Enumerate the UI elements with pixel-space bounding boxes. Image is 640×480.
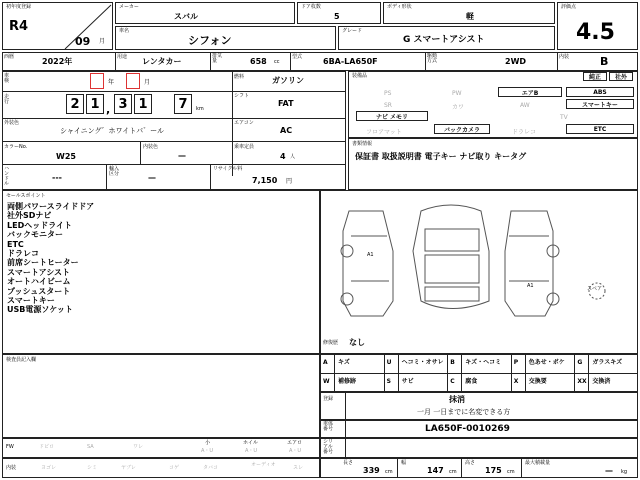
odo-digit: 1 — [86, 94, 104, 114]
spare-note: スペア — [587, 286, 603, 292]
fw-off-item: ワレ — [133, 444, 144, 450]
equipment-off-item: PW — [452, 90, 462, 97]
maker-cell — [115, 2, 295, 24]
aftermarket-tag: 社外 — [609, 72, 633, 81]
score-cell — [557, 2, 638, 50]
score-label: 評価点 — [561, 4, 577, 10]
odo-digit: 2 — [66, 94, 84, 114]
sales-point-item: LEDヘッドライト — [7, 220, 72, 230]
grade-label: グレード — [342, 28, 363, 34]
maker-label: メーカー — [119, 4, 139, 10]
load-value: — — [605, 466, 613, 475]
first-registration-cell — [2, 2, 113, 50]
equipment-airbag: エアB — [498, 87, 562, 97]
odo-digit: 3 — [114, 94, 132, 114]
odo-label: 走行 — [4, 94, 10, 105]
capacity-value: 4 — [280, 152, 286, 161]
equipment-smart-key: スマートキー — [566, 99, 634, 109]
repair-history-label: 修復歴 — [323, 340, 339, 346]
legend-code: X — [513, 378, 519, 385]
height-label: 高さ — [465, 460, 476, 466]
shift-value: FAT — [278, 99, 294, 108]
nenshiki-value: 2022年 — [42, 57, 73, 66]
registration-status: 抹消 — [449, 395, 465, 404]
handle-value: --- — [52, 173, 62, 182]
fw-sub: A・U — [289, 448, 302, 454]
shaken-year-unit: 年 — [108, 79, 115, 86]
equipment-navi: ナビ メモリ — [356, 111, 428, 121]
interior-item: ヨゴレ — [41, 465, 57, 471]
score-value: 4.5 — [576, 20, 615, 45]
import-label: 輸入区分 — [109, 166, 120, 177]
exterior-color-label: 外装色 — [4, 120, 20, 126]
grade-value: G スマートアシスト — [403, 35, 485, 45]
damage-note: A1 — [527, 283, 534, 289]
fuel-value: ガソリン — [272, 76, 304, 85]
odo-digit: 1 — [134, 94, 152, 114]
length-value: 339 — [363, 466, 380, 475]
fw-row — [2, 438, 320, 458]
body-value: 軽 — [466, 12, 474, 21]
equipment-off-item: フロアマット — [366, 129, 402, 136]
serial-block — [320, 438, 638, 458]
fuel-label: 燃料 — [234, 74, 245, 80]
sales-point-item: オートハイビーム — [7, 277, 71, 287]
car-name-label: 車名 — [119, 28, 130, 34]
chassis-label: 車体番号 — [323, 421, 334, 432]
equipment-abs: ABS — [566, 87, 634, 97]
fw-on-item: ホイル — [243, 440, 259, 446]
car-name-cell — [115, 26, 336, 50]
legend-code: G — [577, 359, 583, 366]
width-label: 幅 — [401, 460, 407, 466]
legend-code: C — [450, 378, 455, 385]
shaken-month-box — [126, 73, 140, 89]
documents-block — [348, 138, 638, 190]
color-no-label: カラーNo. — [4, 144, 28, 150]
grade-cell — [338, 26, 555, 50]
equipment-off-item: ドラレコ — [512, 129, 537, 136]
equipment-off-item: TV — [560, 114, 568, 121]
registration-deadline: 一月 一日までに名変できる方 — [417, 408, 511, 416]
type-label: 用途 — [117, 54, 128, 60]
equipment-off-item: SR — [384, 102, 392, 109]
shaken-month-unit: 月 — [144, 79, 151, 86]
legend-code: A — [323, 359, 328, 366]
legend-desc: キズ・ヘコミ — [465, 359, 502, 366]
displacement-unit: cc — [274, 59, 280, 65]
legend-desc: 腐食 — [465, 378, 478, 385]
sales-point-item: スマートアシスト — [7, 267, 71, 277]
sales-point-item: 社外SDナビ — [7, 211, 52, 221]
repair-history-value: なし — [349, 338, 365, 347]
sales-point-item: USB電源ソケット — [7, 305, 73, 315]
legend-desc: 色あせ・ボケ — [528, 359, 565, 366]
nenshiki-label: 西暦 — [4, 54, 15, 60]
body-label: ボディ形状 — [387, 4, 412, 10]
recycle-label: リサイクル料 — [213, 166, 243, 172]
fw-sub: A・U — [201, 448, 214, 454]
interior-row-label: 内装 — [6, 465, 17, 471]
interior-item: スレ — [293, 465, 304, 471]
sales-points-list — [7, 202, 94, 315]
capacity-label: 乗車定員 — [234, 144, 255, 150]
sales-point-item: ETC — [7, 239, 24, 249]
sales-point-item: プッシュスタート — [7, 286, 71, 296]
legend-desc: 交換要 — [528, 378, 547, 385]
documents-label: 書類情報 — [352, 141, 373, 147]
shaken-label: 車検 — [4, 73, 10, 84]
legend-code: XX — [577, 378, 587, 385]
sales-points-block — [2, 190, 320, 354]
drive-value: 2WD — [505, 57, 527, 66]
chassis-number: LA650F-0010269 — [425, 424, 510, 434]
month-unit: 月 — [99, 38, 106, 45]
inspection-notes-block — [2, 354, 320, 438]
width-value: 147 — [427, 466, 444, 475]
legend-code: W — [323, 378, 330, 385]
legend-desc: サビ — [401, 378, 414, 385]
inspection-notes-label: 検査員記入欄 — [6, 357, 37, 363]
interior-label: 内装 — [559, 54, 570, 60]
registration-label: 登録 — [323, 396, 334, 402]
doors-cell — [297, 2, 381, 24]
serial-label: シリアル番号 — [323, 439, 334, 455]
exterior-color-value: シャイニング゛ホワイトパ゛ール — [60, 127, 164, 135]
height-unit: cm — [507, 469, 515, 475]
displacement-value: 658 — [250, 57, 267, 66]
fw-on-item: 小 — [205, 440, 211, 446]
sales-point-item: ドラレコ — [7, 248, 39, 258]
equipment-off-item: PS — [384, 90, 392, 97]
equipment-back-camera: バックカメラ — [434, 124, 490, 134]
color-no-value: W25 — [56, 152, 76, 161]
diagonal-slash — [3, 3, 113, 50]
interior-color-value: — — [178, 151, 186, 160]
odo-digit: 7 — [174, 94, 192, 114]
type-value: レンタカー — [142, 57, 182, 66]
damage-note: A1 — [367, 252, 374, 258]
odo-separator: , — [106, 103, 111, 116]
interior-item: タバコ — [203, 465, 218, 471]
interior-item: コゲ — [169, 465, 180, 471]
legend-code: U — [386, 359, 392, 366]
spec-row — [2, 52, 638, 71]
first-reg-label: 初年度登録 — [6, 4, 32, 10]
equipment-off-item: AW — [520, 102, 530, 109]
legend-code: P — [513, 359, 519, 366]
handle-label: ハンドル — [4, 166, 10, 187]
legend-desc: ガラスキズ — [592, 359, 623, 366]
equipment-off-item: カワ — [452, 104, 465, 111]
shift-label: シフト — [234, 93, 250, 99]
car-diagram-block — [320, 190, 638, 354]
reg-month: 09 — [75, 35, 91, 48]
drive-label: 駆動方式 — [427, 53, 438, 64]
equipment-etc: ETC — [566, 124, 634, 134]
doors-label: ドア枚数 — [301, 4, 321, 10]
odo-unit: km — [196, 106, 204, 112]
legend-desc: キズ — [338, 359, 350, 366]
fw-off-item: SA — [87, 444, 94, 450]
fw-label: FW — [6, 444, 14, 450]
maker-value: スバル — [174, 12, 198, 21]
documents-text: 保証書 取扱説明書 電子キー ナビ取り キータグ — [355, 152, 527, 161]
interior-item: ヤブレ — [121, 465, 136, 471]
fw-on-item: エアロ — [287, 440, 303, 446]
year-era: R4 — [9, 19, 29, 34]
recycle-unit: 円 — [286, 178, 293, 185]
aircon-label: エアコン — [234, 120, 254, 126]
recycle-value: 7,150 — [252, 176, 278, 185]
fw-sub: A・U — [245, 448, 258, 454]
load-label: 最大積載量 — [525, 460, 551, 466]
height-value: 175 — [485, 466, 502, 475]
sales-point-item: バックモニター — [7, 230, 63, 240]
interior-item: オーディオ — [251, 462, 276, 468]
model-label: 型式 — [292, 54, 303, 60]
interior-item: シミ — [87, 465, 98, 471]
length-label: 長さ — [343, 460, 354, 466]
doors-value: 5 — [334, 12, 340, 21]
import-value: — — [148, 173, 156, 182]
interior-value: B — [600, 55, 609, 68]
car-outline-diagram — [321, 191, 637, 341]
sales-point-item: 前席シートヒーター — [7, 258, 79, 268]
width-unit: cm — [449, 469, 457, 475]
chassis-block — [320, 420, 638, 438]
length-unit: cm — [385, 469, 393, 475]
genuine-tag: 純正 — [583, 72, 607, 81]
dimensions-block — [320, 458, 638, 478]
legend-code: B — [450, 359, 455, 366]
shaken-year-box — [90, 73, 104, 89]
sales-points-label: セールスポイント — [6, 193, 46, 199]
interior-row — [2, 458, 320, 478]
displacement-label: 排気量 — [212, 53, 223, 64]
interior-color-label: 内装色 — [143, 144, 159, 150]
body-cell — [383, 2, 555, 24]
fw-off-item: ドビロ — [39, 444, 55, 450]
legend-desc: 交換済 — [592, 378, 611, 385]
equipment-label: 装備品 — [352, 73, 368, 79]
car-name-value: シフォン — [188, 34, 232, 47]
capacity-unit: 人 — [290, 154, 296, 160]
legend-desc: ヘコミ・オサレ — [401, 359, 444, 366]
model-value: 6BA-LA650F — [323, 57, 378, 66]
load-unit: kg — [621, 469, 628, 475]
sales-point-item: スマートキー — [7, 295, 55, 305]
sales-point-item: 両側パワースライドドア — [7, 202, 95, 211]
legend-code: S — [386, 378, 391, 385]
registration-block — [320, 392, 638, 420]
aircon-value: AC — [280, 126, 293, 135]
legend-desc: 補修跡 — [338, 378, 357, 385]
